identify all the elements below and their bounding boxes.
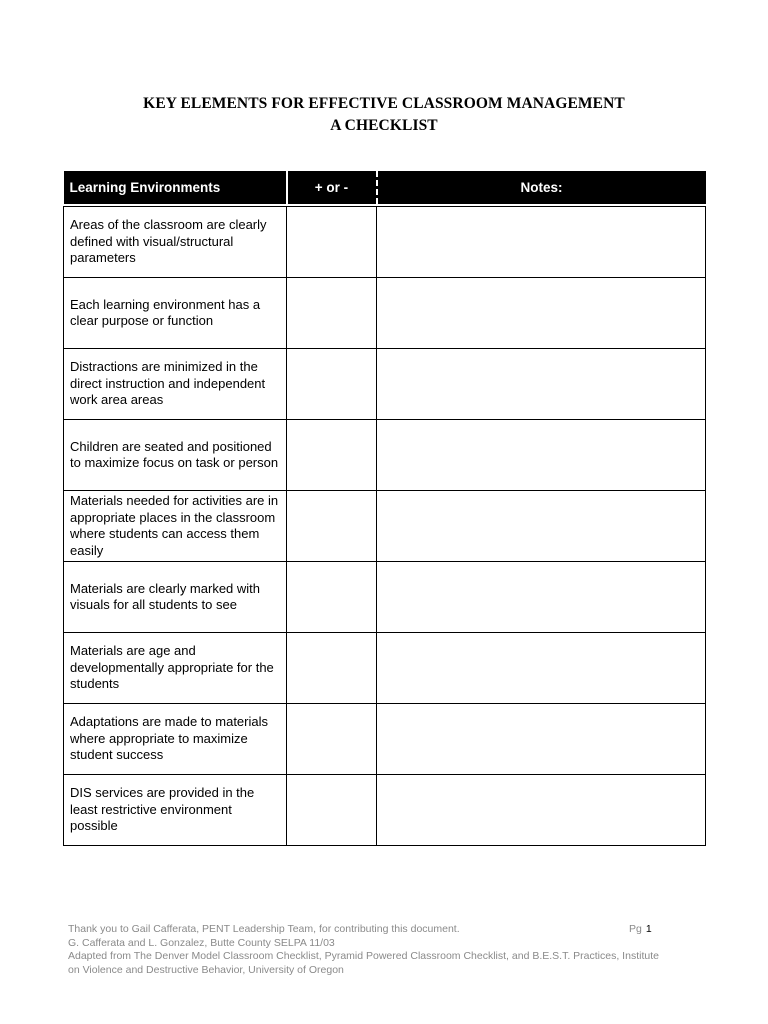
page-number-value: 1 (645, 923, 652, 935)
table-row (64, 207, 706, 278)
rating-cell[interactable] (287, 491, 377, 562)
table-row (64, 633, 706, 704)
table-row (64, 562, 706, 633)
table-header-row (64, 171, 706, 204)
document-subtitle: A CHECKLIST (330, 117, 438, 134)
page-number (629, 923, 652, 935)
item-cell: Materials are clearly marked with visuals for all students to see (64, 562, 287, 633)
header-learning-environments: Learning Environments (64, 171, 287, 204)
item-cell: Adaptations are made to materials where appropriate to maximize student success (64, 704, 287, 775)
rating-cell[interactable] (287, 207, 377, 278)
rating-cell[interactable] (287, 704, 377, 775)
rating-cell[interactable] (287, 349, 377, 420)
footer-credit: Thank you to Gail Cafferata, PENT Leadership Team, for contributing this document. (68, 923, 460, 935)
rating-cell[interactable] (287, 633, 377, 704)
table-row (64, 775, 706, 846)
checklist-table (63, 171, 706, 846)
rating-cell[interactable] (287, 278, 377, 349)
notes-cell[interactable] (377, 775, 706, 846)
item-cell: Each learning environment has a clear purpose or function (64, 278, 287, 349)
notes-cell[interactable] (377, 349, 706, 420)
notes-cell[interactable] (377, 562, 706, 633)
item-cell: Distractions are minimized in the direct instruction and independent work area areas (64, 349, 287, 420)
item-cell: Materials needed for activities are in appropriate places in the classroom where students can access them easily (64, 491, 287, 562)
notes-cell[interactable] (377, 704, 706, 775)
table-row (64, 349, 706, 420)
rating-cell[interactable] (287, 562, 377, 633)
page-label: Pg (629, 923, 642, 935)
table-row (64, 704, 706, 775)
item-cell: DIS services are provided in the least restrictive environment possible (64, 775, 287, 846)
item-cell: Areas of the classroom are clearly defined with visual/structural parameters (64, 207, 287, 278)
header-notes: Notes: (377, 171, 706, 204)
notes-cell[interactable] (377, 278, 706, 349)
document-title: KEY ELEMENTS FOR EFFECTIVE CLASSROOM MANAGEMENT (143, 95, 625, 112)
rating-cell[interactable] (287, 420, 377, 491)
notes-cell[interactable] (377, 420, 706, 491)
footer-authors: G. Cafferata and L. Gonzalez, Butte County SELPA 11/03 (68, 936, 335, 949)
header-plus-or-minus: + or - (287, 171, 377, 204)
item-cell: Materials are age and developmentally appropriate for the students (64, 633, 287, 704)
notes-cell[interactable] (377, 207, 706, 278)
table-row (64, 420, 706, 491)
notes-cell[interactable] (377, 491, 706, 562)
rating-cell[interactable] (287, 775, 377, 846)
table-row (64, 278, 706, 349)
notes-cell[interactable] (377, 633, 706, 704)
footer (68, 923, 668, 977)
table-row (64, 491, 706, 562)
footer-adaptation-note: Adapted from The Denver Model Classroom Checklist, Pyramid Powered Classroom Checklist, and B.E.S.T. Practices, Institute on Violence and Destructive Behavior, University of Oregon (68, 950, 659, 976)
item-cell: Children are seated and positioned to maximize focus on task or person (64, 420, 287, 491)
